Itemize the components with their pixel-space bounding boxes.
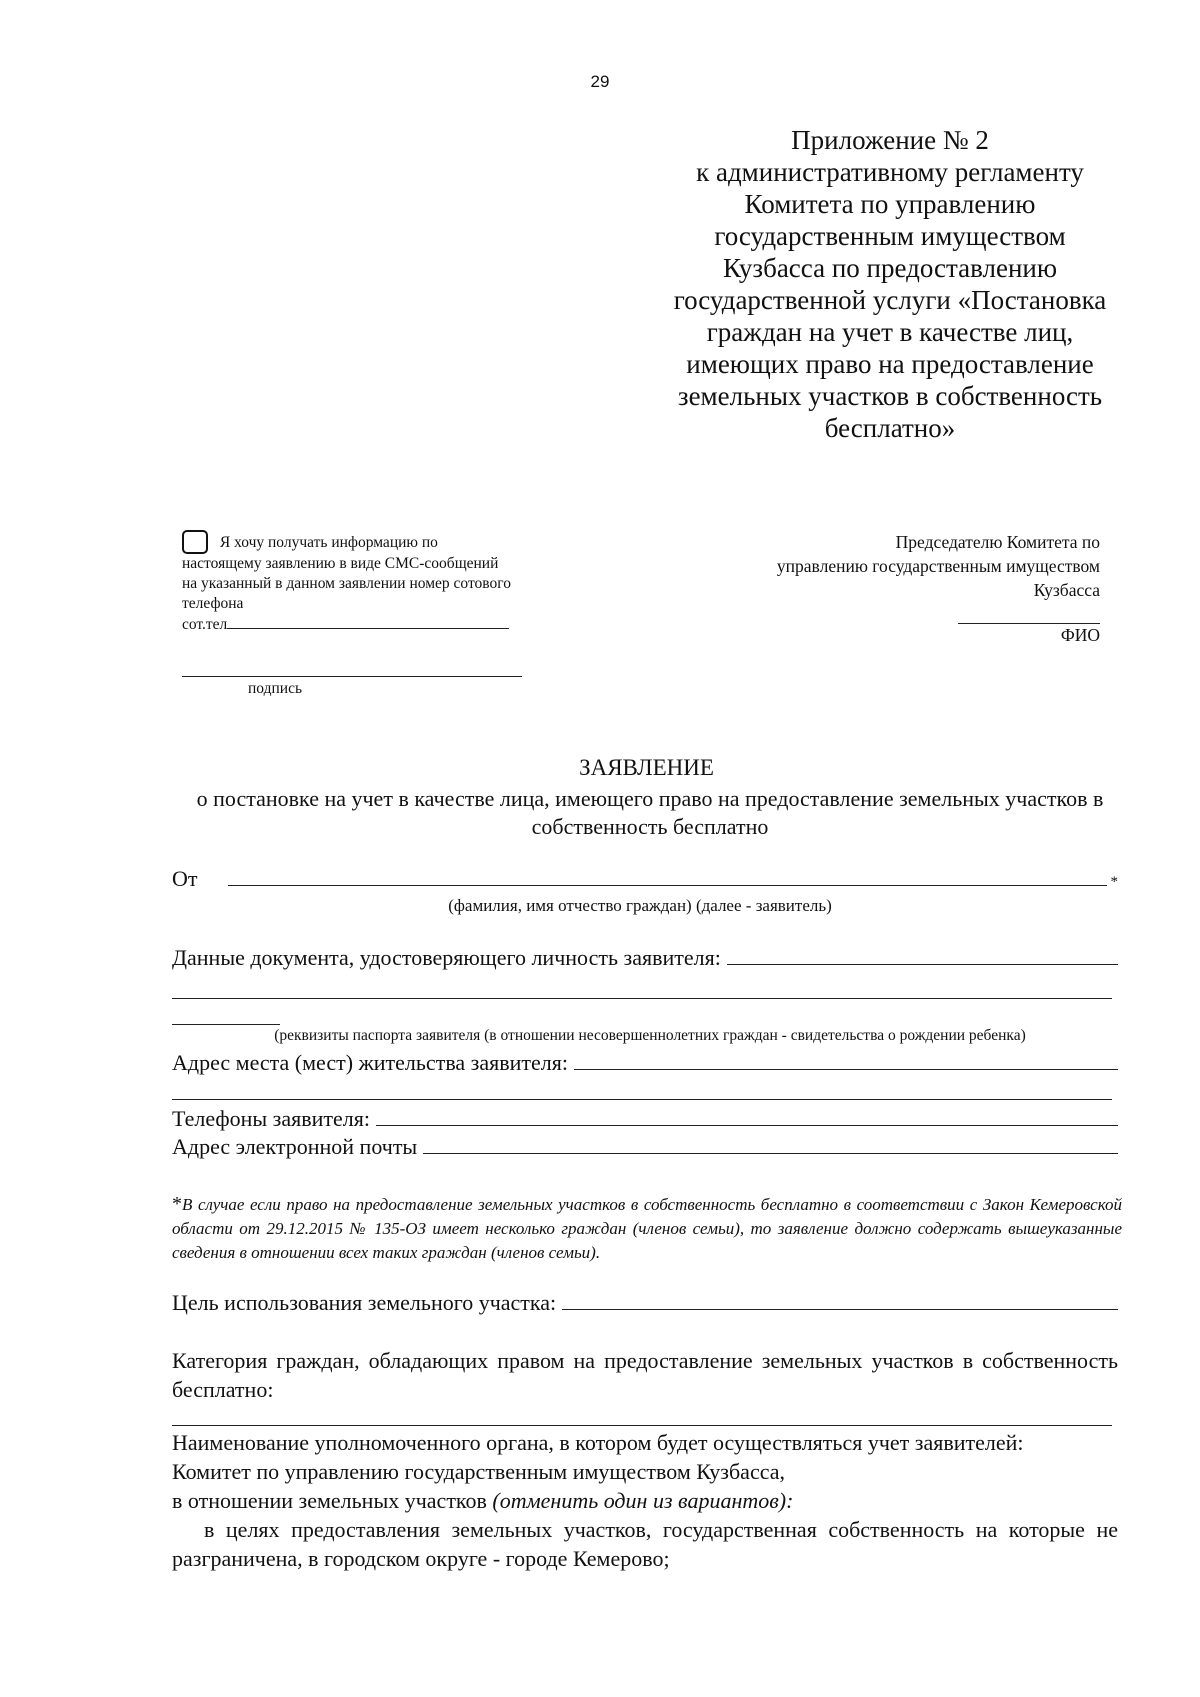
appendix-line: бесплатно» bbox=[824, 413, 956, 443]
category-label: Категория граждан, обладающих правом на предоставление земельных участков в собственность бесплатно: bbox=[172, 1348, 1118, 1402]
address-label: Адрес места (мест) жительства заявителя: bbox=[172, 1050, 568, 1075]
purpose-label: Цель использования земельного участка: bbox=[172, 1290, 557, 1315]
footnote-text: В случае если право на предоставление земельных участков в собственность бесплатно в соответствии с Закон Кемеровской области от 29.12.2015 № 135-ОЗ имеет несколько граждан (членов семьи), то заявление должно содержать вышеуказанные сведения в отношении всех таких граждан (членов семьи). bbox=[172, 1195, 1122, 1262]
id-doc-input-line-2[interactable] bbox=[172, 998, 1112, 999]
authority-line: в отношении земельных участков bbox=[172, 1488, 493, 1513]
sms-consent-text: Я хочу получать информацию по bbox=[219, 534, 438, 551]
appendix-line: государственной услуги «Постановка bbox=[673, 285, 1107, 315]
addressee-line: Кузбасса bbox=[1033, 580, 1100, 600]
fio-line[interactable] bbox=[958, 623, 1100, 624]
address-row bbox=[172, 1050, 1118, 1076]
authority-line: Наименование уполномоченного органа, в котором будет осуществляться учет заявителей: bbox=[172, 1430, 1024, 1455]
appendix-header bbox=[650, 124, 1130, 444]
phone-label: сот.тел bbox=[182, 616, 228, 633]
sms-consent-block bbox=[182, 530, 602, 635]
appendix-line: имеющих право на предоставление bbox=[686, 349, 1094, 379]
form-subtitle: о постановке на учет в качестве лица, имеющего право на предоставление земельных участков в собственность бесплатно bbox=[196, 786, 1104, 839]
sms-consent-text: на указанный в данном заявлении номер сотового bbox=[182, 575, 511, 592]
signature-line[interactable] bbox=[182, 676, 522, 677]
fio-label: ФИО bbox=[1060, 625, 1100, 645]
phones-label: Телефоны заявителя: bbox=[172, 1106, 371, 1131]
email-input-line[interactable] bbox=[423, 1135, 1118, 1154]
authority-note: (отменить один из вариантов): bbox=[492, 1488, 794, 1513]
appendix-line: земельных участков в собственность bbox=[677, 381, 1103, 411]
address-input-line-2[interactable] bbox=[172, 1099, 1112, 1100]
phone-input-line[interactable] bbox=[227, 614, 509, 629]
addressee-block bbox=[700, 530, 1100, 602]
id-doc-hint: (реквизиты паспорта заявителя (в отношении несовершеннолетних граждан - свидетельства о рождении ребенка) bbox=[274, 1027, 1026, 1044]
address-input-line[interactable] bbox=[574, 1051, 1118, 1070]
addressee-line: управлению государственным имуществом bbox=[776, 556, 1100, 576]
from-hint: (фамилия, имя отчество граждан) (далее - заявитель) bbox=[448, 896, 832, 915]
id-doc-label: Данные документа, удостоверяющего личность заявителя: bbox=[172, 945, 721, 970]
appendix-line: Кузбасса по предоставлению bbox=[722, 253, 1058, 283]
appendix-line: Комитета по управлению bbox=[744, 189, 1036, 219]
purpose-row bbox=[172, 1290, 1118, 1316]
phones-row bbox=[172, 1106, 1118, 1132]
id-doc-input-line[interactable] bbox=[727, 946, 1118, 965]
authority-line: Комитет по управлению государственным имуществом Кузбасса, bbox=[172, 1459, 786, 1484]
footnote bbox=[172, 1192, 1122, 1265]
from-label: От bbox=[172, 866, 198, 891]
form-title: ЗАЯВЛЕНИЕ bbox=[579, 755, 714, 780]
appendix-line: государственным имуществом bbox=[714, 221, 1066, 251]
appendix-line: к административному регламенту bbox=[696, 157, 1084, 187]
purpose-input-line[interactable] bbox=[562, 1291, 1118, 1310]
from-input-line[interactable] bbox=[228, 867, 1107, 886]
sms-consent-text: настоящему заявлению в виде СМС-сообщений bbox=[182, 555, 499, 572]
appendix-line: Приложение № 2 bbox=[791, 125, 989, 155]
addressee-line: Председателю Комитета по bbox=[895, 532, 1100, 552]
phones-input-line[interactable] bbox=[376, 1107, 1118, 1126]
email-label: Адрес электронной почты bbox=[172, 1134, 418, 1159]
category-input-line[interactable] bbox=[172, 1425, 1112, 1426]
id-doc-input-line-3[interactable] bbox=[172, 1024, 280, 1025]
from-star: * bbox=[1110, 874, 1118, 890]
option-1: в целях предоставления земельных участков, государственная собственность на которые не разграничена, в городском округе - городе Кемерово; bbox=[172, 1517, 1118, 1571]
authority-block bbox=[172, 1428, 1118, 1573]
sms-consent-checkbox[interactable] bbox=[182, 530, 208, 554]
signature-label: подпись bbox=[248, 680, 303, 697]
email-row bbox=[172, 1134, 1118, 1160]
page-number: 29 bbox=[590, 72, 610, 91]
sms-consent-text: телефона bbox=[182, 595, 244, 612]
footnote-star: * bbox=[172, 1193, 182, 1215]
id-doc-row bbox=[172, 945, 1118, 971]
from-row bbox=[172, 866, 1118, 892]
appendix-line: граждан на учет в качестве лиц, bbox=[706, 317, 1074, 347]
